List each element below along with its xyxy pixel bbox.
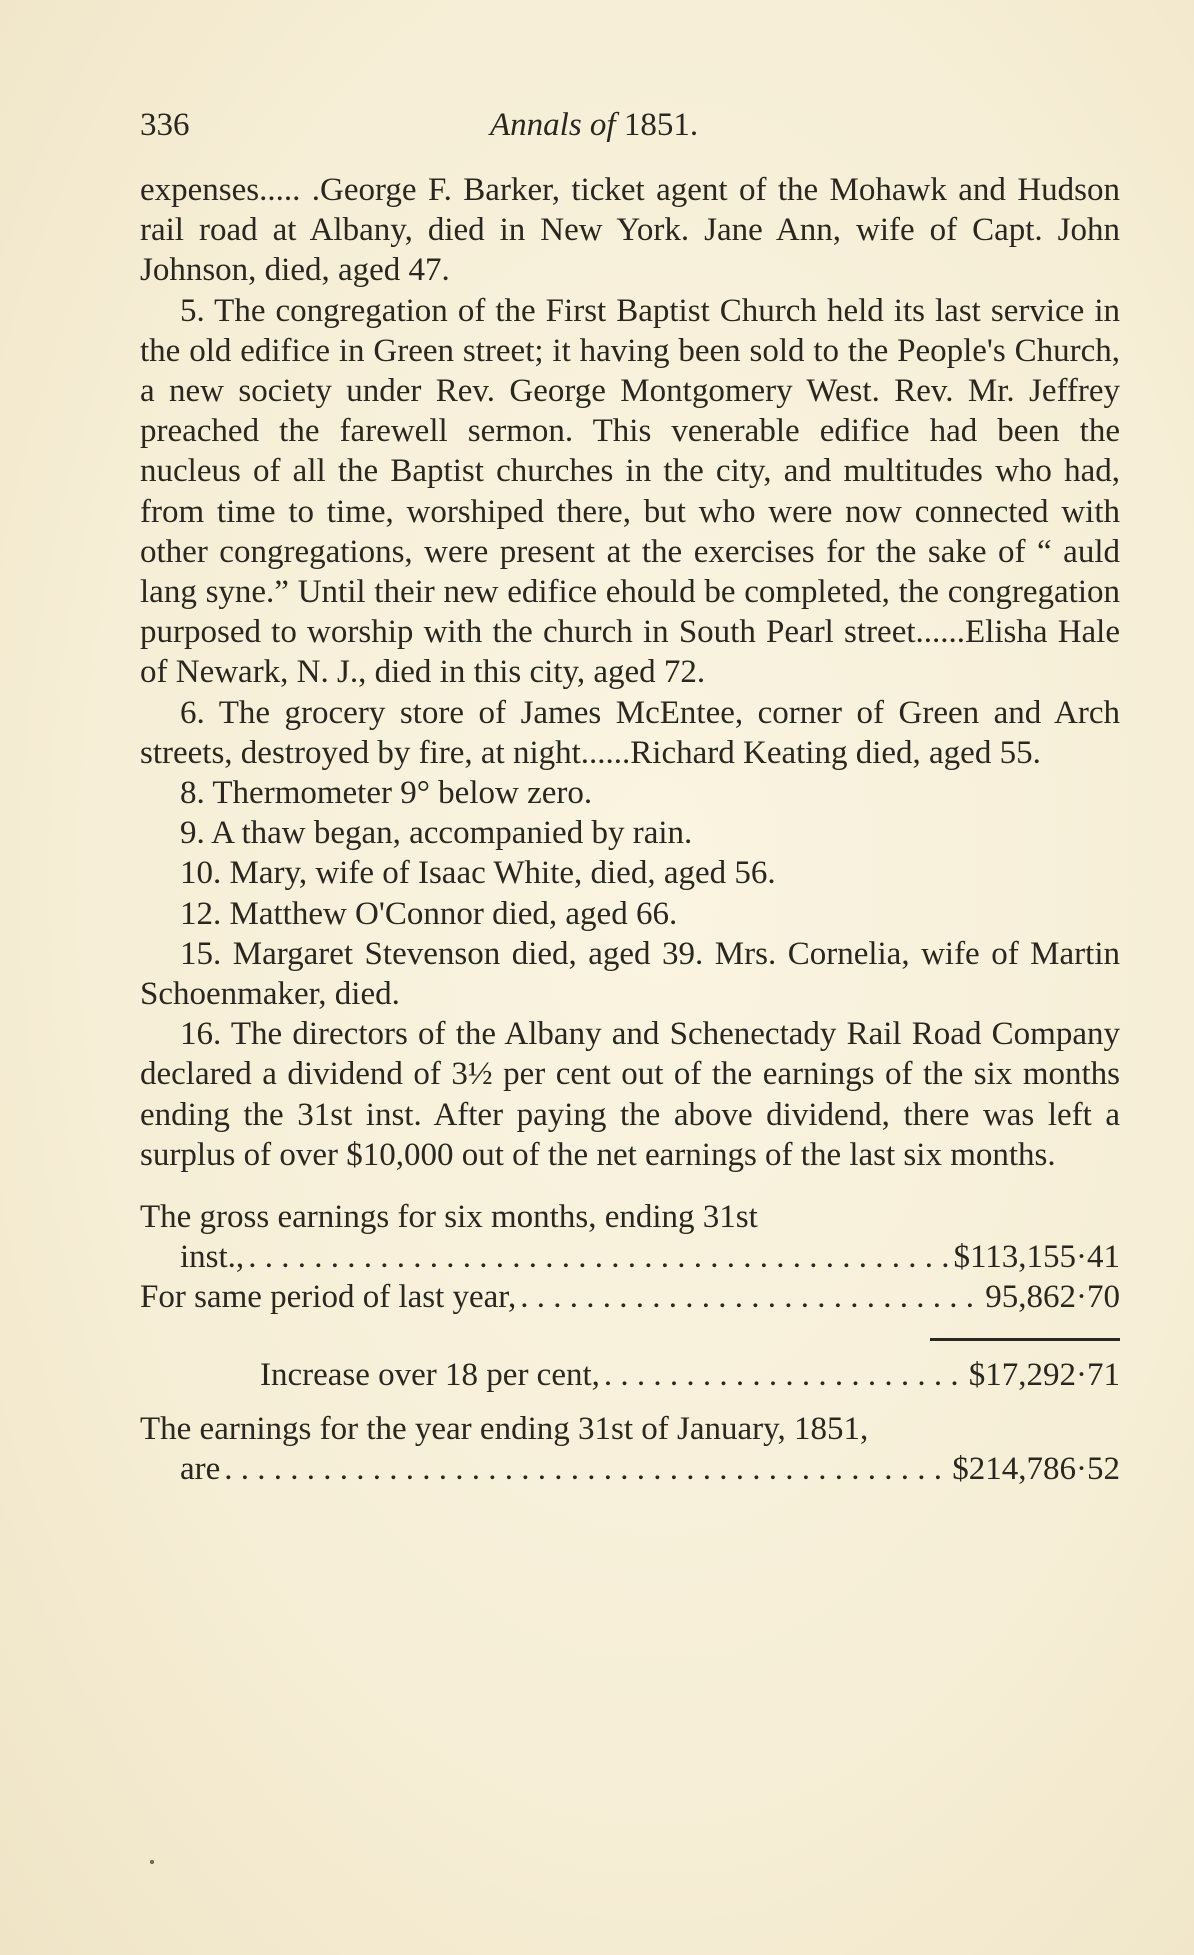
entry-16: 16. The directors of the Albany and Schenectady Rail Road Company declared a dividend of 3½ per cent out of the earnings of the six months ending the 31st inst. After paying the above dividend, there was left a surplus of over $10,000 out of the net earnings of the last six months. xyxy=(140,1016,1120,1173)
page-header xyxy=(140,95,1120,145)
dot-leader xyxy=(224,1449,948,1489)
entry-5: 5. The congregation of the First Baptist Church held its last service in the old edifice in Green street; it having been sold to the People's Church, a new society under Rev. George Montgomery West. Rev. Mr. Jeffrey preached the farewell sermon. This venerable edifice had been the nucleus of all the Baptist churches in the city, and multitudes who had, from time to time, worshiped there, but who were now connected with other congregations, were present at the exercises for the sake of “ auld lang syne.” Until their new edifice ehould be completed, the congregation purposed to worship with the church in South Pearl street......Elisha Hale of Newark, N. J., died in this city, aged 72. xyxy=(140,292,1120,691)
entry-12: 12. Matthew O'Connor died, aged 66. xyxy=(180,895,678,932)
gross-earnings-amount: $113,155·41 xyxy=(953,1239,1120,1276)
paper-speck xyxy=(150,1860,154,1864)
last-year-amount: 95,862·70 xyxy=(985,1279,1120,1316)
sum-rule xyxy=(930,1338,1120,1341)
last-year-row xyxy=(140,1277,1120,1317)
gross-earnings-row xyxy=(140,1237,1120,1277)
year-earnings-row xyxy=(140,1449,1120,1489)
increase-row xyxy=(140,1355,1120,1395)
gross-earnings-label: inst., xyxy=(180,1239,245,1276)
paragraph-continued: expenses..... .George F. Barker, ticket agent of the Mohawk and Hudson rail road at Albany, died in New York. Jane Ann, wife of Capt. John Johnson, died, aged 47. xyxy=(140,172,1120,289)
dot-leader xyxy=(520,1277,981,1317)
increase-label: Increase over 18 per cent, xyxy=(260,1356,600,1393)
entry-10: 10. Mary, wife of Isaac White, died, aged 56. xyxy=(180,855,776,892)
increase-amount: $17,292·71 xyxy=(968,1356,1120,1393)
dot-leader xyxy=(248,1237,949,1277)
year-earnings-heading: The earnings for the year ending 31st of January, 1851, xyxy=(140,1410,869,1447)
last-year-label: For same period of last year, xyxy=(140,1279,517,1316)
earnings-table xyxy=(140,1197,1120,1489)
year-earnings-label: are xyxy=(180,1451,221,1488)
entry-9: 9. A thaw began, accompanied by rain. xyxy=(180,815,693,852)
dot-leader xyxy=(604,1355,965,1395)
gross-earnings-heading: The gross earnings for six months, ending 31st xyxy=(140,1199,758,1236)
running-head-year: 1851. xyxy=(623,107,699,143)
year-earnings-amount: $214,786·52 xyxy=(952,1451,1120,1488)
entry-6: 6. The grocery store of James McEntee, corner of Green and Arch streets, destroyed by fire, at night......Richard Keating died, aged 55. xyxy=(140,694,1120,771)
entry-15: 15. Margaret Stevenson died, aged 39. Mrs. Cornelia, wife of Martin Schoenmaker, died. xyxy=(140,935,1120,1013)
running-head xyxy=(490,107,698,144)
book-page xyxy=(140,95,1120,1489)
running-head-title: Annals of xyxy=(490,107,616,143)
entry-8: 8. Thermometer 9° below zero. xyxy=(180,775,593,812)
body-text xyxy=(140,170,1120,1175)
page-number: 336 xyxy=(140,107,190,143)
